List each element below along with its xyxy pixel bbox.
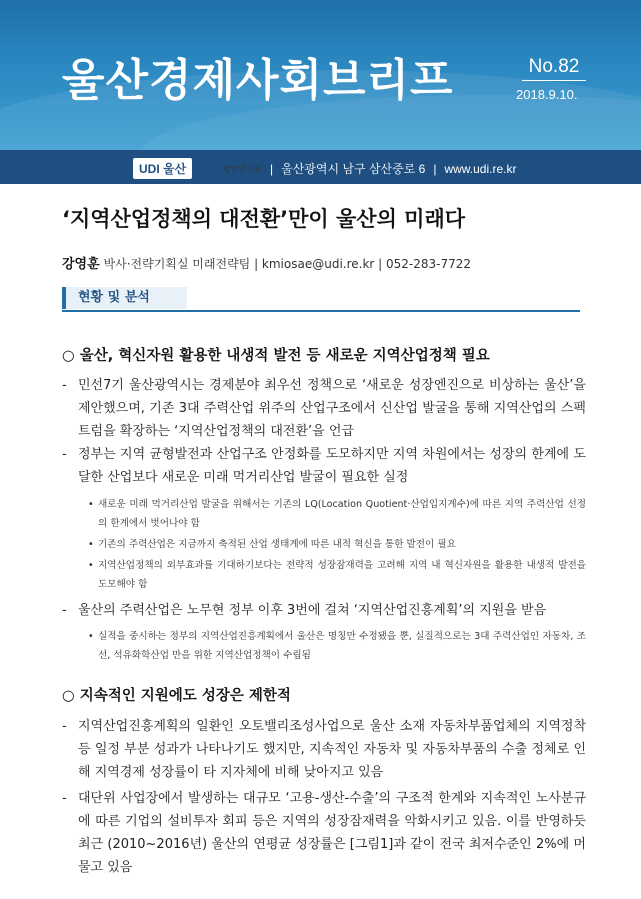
paragraph: [62, 715, 586, 784]
institute-info-bar: [0, 150, 641, 184]
paragraph-text: 지역산업진흥계획의 일환인 오토밸리조성사업으로 울산 소재 자동차부품업체의 지역정착 등 일정 부분 성과가 나타나기도 했지만, 지속적인 자동차 및 자동차부품의 수출 정체로 인해 지역경제 성장률이 타 지자체에 비해 낮아지고 있음: [78, 719, 586, 780]
paragraph: [62, 374, 586, 443]
bullet-text: 새로운 미래 먹거리산업 발굴을 위해서는 기존의 LQ(Location Quotient·산업입지계수)에 따른 지역 주력산업 선정의 한계에서 벗어나야 함: [98, 499, 586, 529]
byline: [62, 253, 471, 272]
masthead: [0, 0, 641, 150]
bullet-dot: •: [88, 499, 94, 510]
article-title: ‘지역산업정책의 대전환’만이 울산의 미래다: [62, 207, 466, 231]
publication-title: 울산경제사회브리프: [62, 55, 454, 106]
institute-logo[interactable]: [133, 158, 262, 179]
paragraph-text: 울산의 주력산업은 노무현 정부 이후 3번에 걸쳐 ‘지역산업진흥계획’의 지원을 받음: [78, 603, 547, 618]
paragraph: [62, 443, 586, 489]
bullet-text: 지역산업정책의 외부효과를 기대하기보다는 전략적 성장잠재력을 고려해 지역 내 혁신자원을 활용한 내생적 발전을 도모해야 함: [98, 560, 586, 590]
bullet-item: [88, 556, 586, 594]
paragraph: [62, 787, 586, 879]
dash-marker: -: [62, 447, 67, 462]
bullet-text: 실적을 중시하는 정부의 지역산업진흥계획에서 울산은 명칭만 수정됐을 뿐, 실질적으로는 3대 주력산업인 자동차, 조선, 석유화학산업 만을 위한 지역산업정책이 수립됨: [98, 631, 586, 661]
institute-contact: [262, 160, 516, 177]
institute-website-link[interactable]: www.udi.re.kr: [444, 162, 517, 176]
dash-marker: -: [62, 791, 67, 806]
bullet-item: [88, 535, 586, 554]
paragraph-text: 민선7기 울산광역시는 경제분야 최우선 정책으로 ‘새로운 성장엔진으로 비상하는 울산’을 제안했으며, 기존 3대 주력산업 위주의 산업구조에서 신산업 발굴을 통해 지역산업의 스펙트럼을 확장하는 ‘지역산업정책의 대전환’을 언급: [78, 378, 586, 439]
bullet-text: 기존의 주력산업은 지금까지 축적된 산업 생태계에 따른 내적 혁신을 통한 발전이 필요: [98, 539, 456, 550]
dash-marker: -: [62, 603, 67, 618]
dash-marker: -: [62, 719, 67, 734]
bullet-dot: •: [88, 539, 94, 550]
divider: |: [433, 162, 437, 176]
section-divider: [62, 310, 580, 312]
paragraph: [62, 599, 586, 622]
section-heading: ○ 울산, 혁신자원 활용한 내생적 발전 등 새로운 지역산업정책 필요: [62, 348, 490, 364]
logo-text: UDI 울산: [139, 162, 187, 176]
divider: |: [270, 162, 274, 176]
author-name: 강영훈: [62, 257, 100, 272]
section-label: 현황 및 분석: [62, 287, 187, 309]
bullet-dot: •: [88, 560, 94, 571]
bullet-item: [88, 627, 586, 665]
section-heading: ○ 지속적인 지원에도 성장은 제한적: [62, 688, 291, 704]
dash-marker: -: [62, 378, 67, 393]
paragraph-text: 대단위 사업장에서 발생하는 대규모 ‘고용-생산-수출’의 구조적 한계와 지속적인 노사분규에 따른 기업의 설비투자 회피 등은 지역의 성장잠재력을 악화시키고 있음. 이를 반영하듯 최근 (2010~2016년) 울산의 연평균 성장률은 [그림1]과 같이 전국 최저수준인 2%에 머물고 있음: [78, 791, 586, 875]
author-info: 박사·전략기획실 미래전략팀 | kmiosae@udi.re.kr | 052-283-7722: [103, 257, 472, 271]
issue-number: No.82: [522, 56, 586, 81]
paragraph-text: 정부는 지역 균형발전과 산업구조 안정화를 도모하지만 지역 차원에서는 성장의 한계에 도달한 산업보다 새로운 미래 먹거리산업 발굴이 필요한 실정: [78, 447, 586, 485]
logo-subtext: 발전연구원: [223, 165, 262, 174]
bullet-dot: •: [88, 631, 94, 642]
issue-date: 2018.9.10.: [516, 87, 578, 102]
institute-address: 울산광역시 남구 삼산중로 6: [281, 162, 426, 176]
bullet-item: [88, 495, 586, 533]
